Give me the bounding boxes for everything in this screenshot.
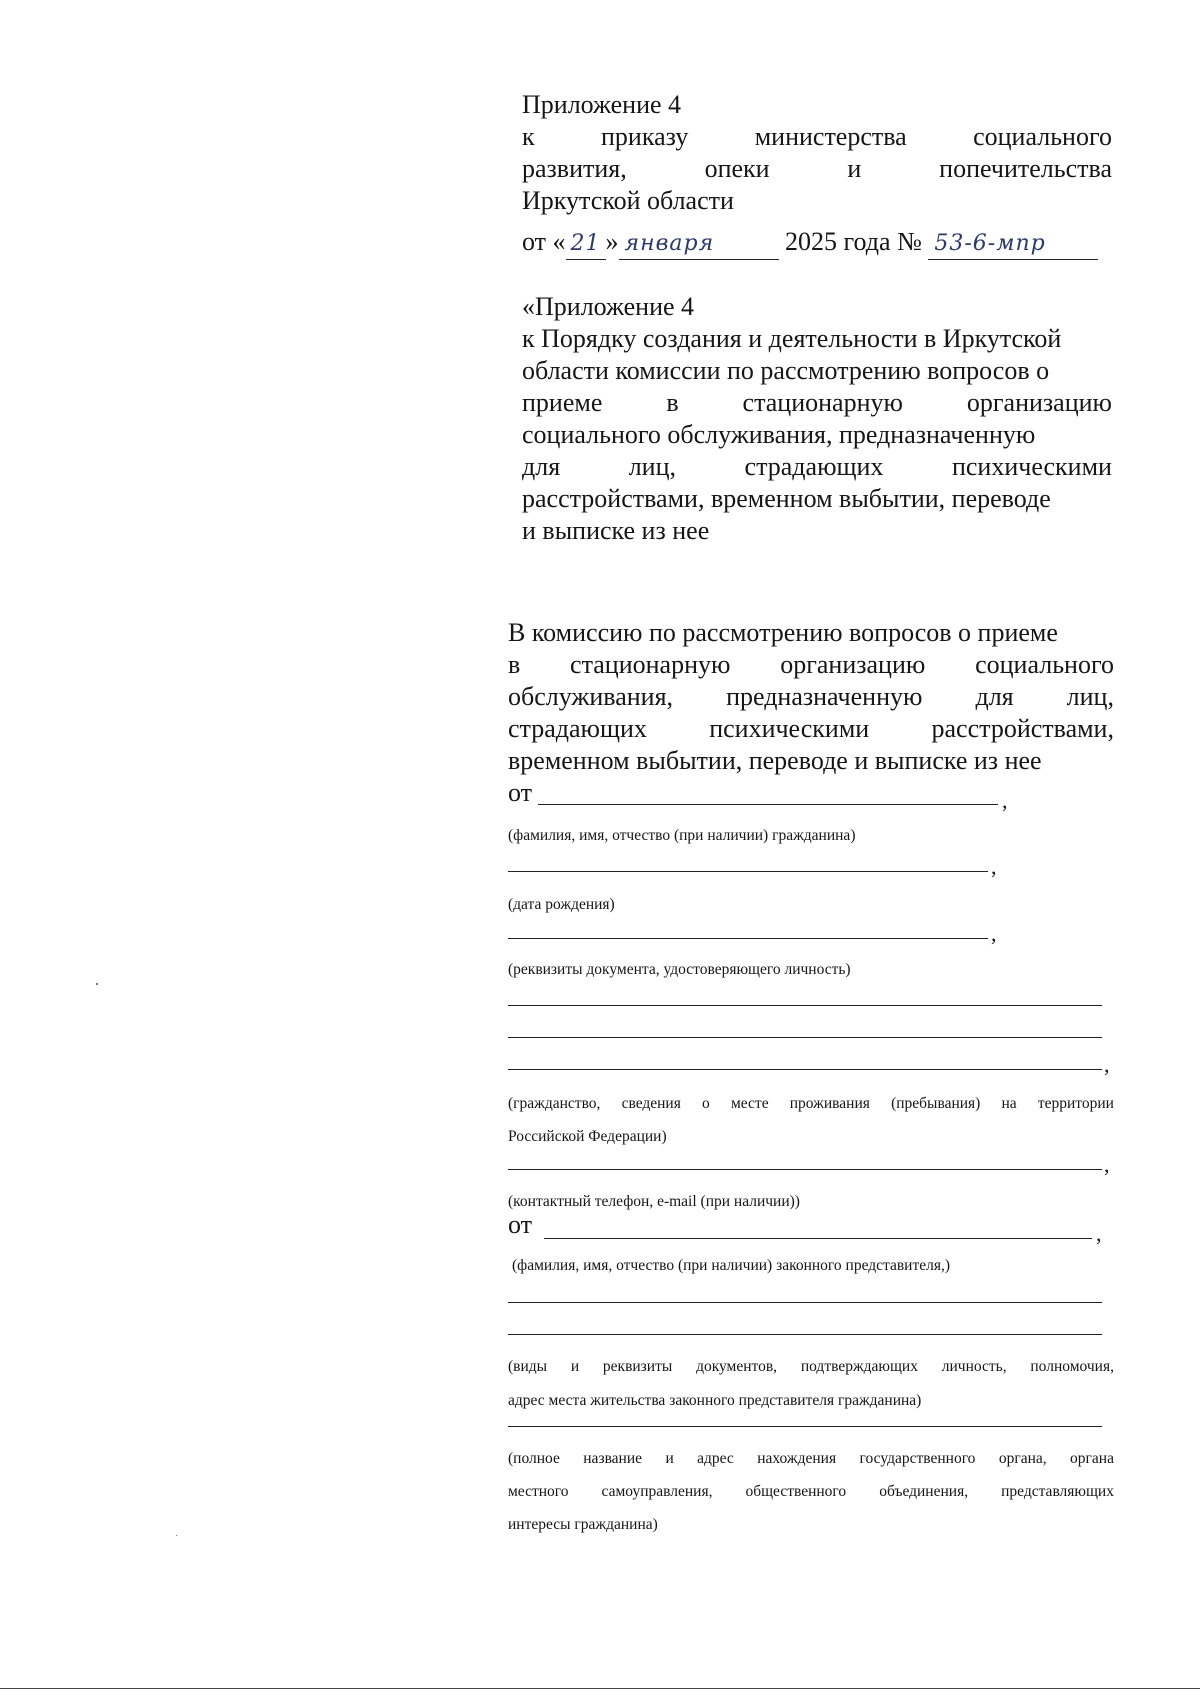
organization-field[interactable] bbox=[508, 1426, 1102, 1427]
appendix-line: социального обслуживания, предназначенную bbox=[522, 420, 1036, 449]
caption-organization-2: местного самоуправления, общественного объединения, представляющих bbox=[508, 1483, 1114, 1500]
comma: , bbox=[1002, 788, 1008, 813]
appendix-line: расстройствами, временном выбытии, переводе bbox=[522, 484, 1051, 513]
appendix-line: и выписке из нее bbox=[522, 516, 710, 545]
addressee-line: обслуживания, предназначенную для лиц, bbox=[508, 682, 1114, 711]
caption-representative-name: (фамилия, имя, отчество (при наличии) законного представителя,) bbox=[512, 1257, 951, 1274]
addressee-line: в стационарную организацию социального bbox=[508, 650, 1114, 679]
comma: , bbox=[1104, 1152, 1110, 1177]
contacts-field[interactable] bbox=[508, 1169, 1102, 1170]
handwritten-day: 21 bbox=[566, 229, 606, 260]
appendix-line: к Порядку создания и деятельности в Иркутской bbox=[522, 324, 1062, 353]
appendix-line: для лиц, страдающих психическими bbox=[522, 452, 1112, 481]
caption-birth-date: (дата рождения) bbox=[508, 896, 615, 913]
application-form bbox=[508, 618, 1114, 1538]
appendix-line: приеме в стационарную организацию bbox=[522, 388, 1112, 417]
header-line-3: развития, опеки и попечительства bbox=[522, 154, 1112, 183]
scan-speck bbox=[176, 1535, 177, 1536]
scan-speck bbox=[96, 983, 98, 985]
handwritten-order-number: 53-6-мпр bbox=[928, 229, 1098, 260]
representative-docs-field[interactable] bbox=[508, 1334, 1102, 1335]
citizen-name-field-2[interactable] bbox=[508, 871, 988, 872]
addressee-line: страдающих психическими расстройствами, bbox=[508, 714, 1114, 743]
representative-docs-field[interactable] bbox=[508, 1302, 1102, 1303]
appendix-header bbox=[522, 292, 1112, 552]
addressee-line: В комиссию по рассмотрению вопросов о приеме bbox=[508, 618, 1058, 647]
header-title: Приложение 4 bbox=[522, 90, 682, 119]
appendix-line: области комиссии по рассмотрению вопросов о bbox=[522, 356, 1050, 385]
comma: , bbox=[1104, 1052, 1110, 1077]
from-label-representative: от bbox=[508, 1210, 533, 1239]
header-line-2: к приказу министерства социального bbox=[522, 122, 1112, 151]
addressee-line: временном выбытии, переводе и выписке из нее bbox=[508, 746, 1042, 775]
header-line-4: Иркутской области bbox=[522, 186, 734, 215]
caption-organization: (полное название и адрес нахождения государственного органа, органа bbox=[508, 1450, 1114, 1467]
citizen-name-field[interactable] bbox=[538, 804, 998, 805]
comma: , bbox=[991, 921, 997, 946]
caption-citizenship: (гражданство, сведения о месте проживания (пребывания) на территории bbox=[508, 1095, 1114, 1112]
representative-name-field[interactable] bbox=[544, 1238, 1092, 1239]
order-date-line: от « 21 » января 2025 года № 53-6-мпр bbox=[522, 227, 1098, 260]
caption-representative-docs: (виды и реквизиты документов, подтверждающих личность, полномочия, bbox=[508, 1358, 1114, 1375]
comma: , bbox=[991, 854, 997, 879]
caption-citizenship-2: Российской Федерации) bbox=[508, 1128, 667, 1145]
caption-organization-3: интересы гражданина) bbox=[508, 1516, 658, 1533]
handwritten-month: января bbox=[619, 229, 779, 260]
caption-id-document: (реквизиты документа, удостоверяющего личность) bbox=[508, 961, 851, 978]
comma: , bbox=[1096, 1221, 1102, 1246]
page-bottom-edge bbox=[0, 1688, 1200, 1689]
citizenship-field[interactable] bbox=[508, 1069, 1102, 1070]
id-document-field[interactable] bbox=[508, 1005, 1102, 1006]
from-label: от bbox=[508, 778, 533, 807]
caption-representative-docs-2: адрес места жительства законного представителя гражданина) bbox=[508, 1392, 922, 1409]
citizenship-field[interactable] bbox=[508, 1037, 1102, 1038]
order-header bbox=[522, 90, 1112, 265]
caption-contacts: (контактный телефон, e-mail (при наличии)) bbox=[508, 1193, 800, 1210]
appendix-title: «Приложение 4 bbox=[522, 292, 695, 321]
caption-citizen-name: (фамилия, имя, отчество (при наличии) гражданина) bbox=[508, 827, 856, 844]
birth-date-field[interactable] bbox=[508, 938, 988, 939]
